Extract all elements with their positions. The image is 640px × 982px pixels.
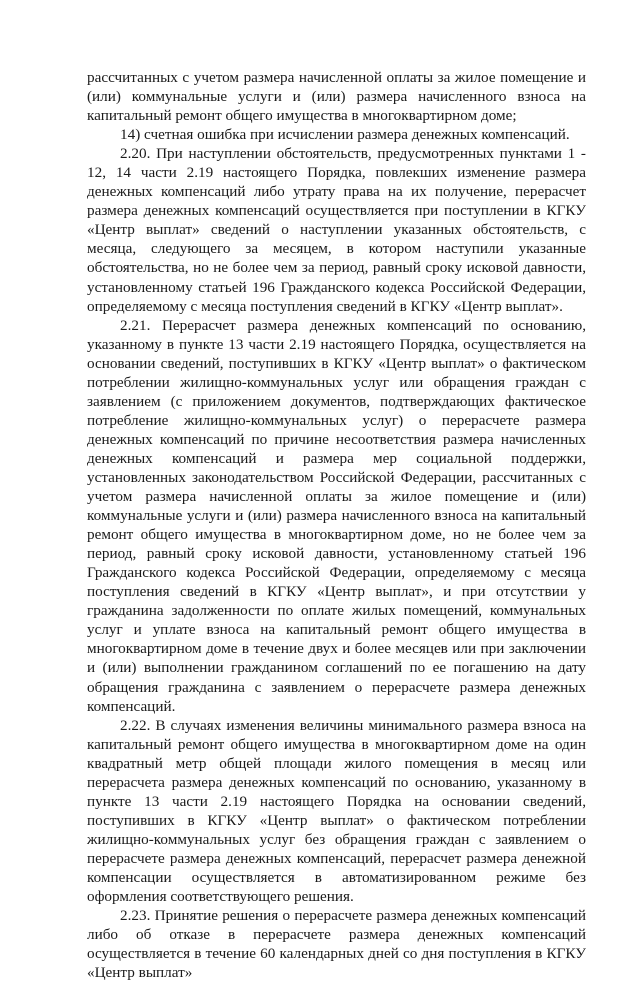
paragraph-2-22: 2.22. В случаях изменения величины минимального размера взноса на капитальный ремонт общего имущества в многоквартирном доме на один квадратный метр общей площади жилого помещения в месяц или перерасчета размера денежных компенсаций по основанию, указанному в пункте 13 части 2.19 настоящего Порядка на основании сведений, поступивших в КГКУ «Центр выплат» о фактическом потреблении жилищно-коммунальных услуг без обращения граждан с заявлением о перерасчете размера денежных компенсаций, перерасчет размера денежной компенсации осуществляется в автоматизированном режиме без оформления соответствующего решения. (87, 716, 586, 906)
paragraph-2-20: 2.20. При наступлении обстоятельств, предусмотренных пунктами 1 - 12, 14 части 2.19 настоящего Порядка, повлекших изменение размера денежных компенсаций либо утрату права на их получение, перерасчет размера денежных компенсаций осуществляется при поступлении в КГКУ «Центр выплат» сведений о наступлении указанных обстоятельств, с месяца, следующего за месяцем, в котором наступили указанные обстоятельства, но не более чем за период, равный сроку исковой давности, установленному статьей 196 Гражданского кодекса Российской Федерации, определяемому с месяца поступления сведений в КГКУ «Центр выплат». (87, 145, 586, 315)
paragraph-continuation: рассчитанных с учетом размера начисленной оплаты за жилое помещение и (или) коммунальные услуги и (или) размера начисленного взноса на капитальный ремонт общего имущества в многоквартирном доме; (87, 69, 586, 125)
paragraph-2-23: 2.23. Принятие решения о перерасчете размера денежных компенсаций либо об отказе в перерасчете размера денежных компенсаций осуществляется в течение 60 календарных дней со дня поступления в КГКУ «Центр выплат» (87, 907, 586, 982)
paragraph-2-21: 2.21. Перерасчет размера денежных компенсаций по основанию, указанному в пункте 13 части 2.19 настоящего Порядка, осуществляется на основании сведений, поступивших в КГКУ «Центр выплат» о фактическом потреблении жилищно-коммунальных услуг или обращения граждан с заявлением (с приложением документов, подтверждающих фактическое потребление жилищно-коммунальных услуг) о перерасчете размера денежных компенсаций по причине несоответствия размера начисленных денежных компенсаций и размера мер социальной поддержки, установленных законодательством Российской Федерации, рассчитанных с учетом размера начисленной оплаты за жилое помещение и (или) коммунальные услуги и (или) размера начисленного взноса на капитальный ремонт общего имущества в многоквартирном доме, но не более чем за период, равный сроку исковой давности, установленному статьей 196 Гражданского кодекса Российской Федерации, определяемому с месяца поступления сведений в КГКУ «Центр выплат», и при отсутствии у гражданина задолженности по оплате жилых помещений, коммунальных услуг и уплате взноса на капитальный ремонт общего имущества в многоквартирном доме в течение двух и более месяцев или при заключении и (или) выполнении гражданином соглашений по ее погашению на дату обращения гражданина с заявлением о перерасчете размера денежных компенсаций. (87, 316, 586, 715)
paragraph-item-14: 14) счетная ошибка при исчислении размера денежных компенсаций. (120, 126, 570, 144)
document-page (87, 68, 586, 982)
